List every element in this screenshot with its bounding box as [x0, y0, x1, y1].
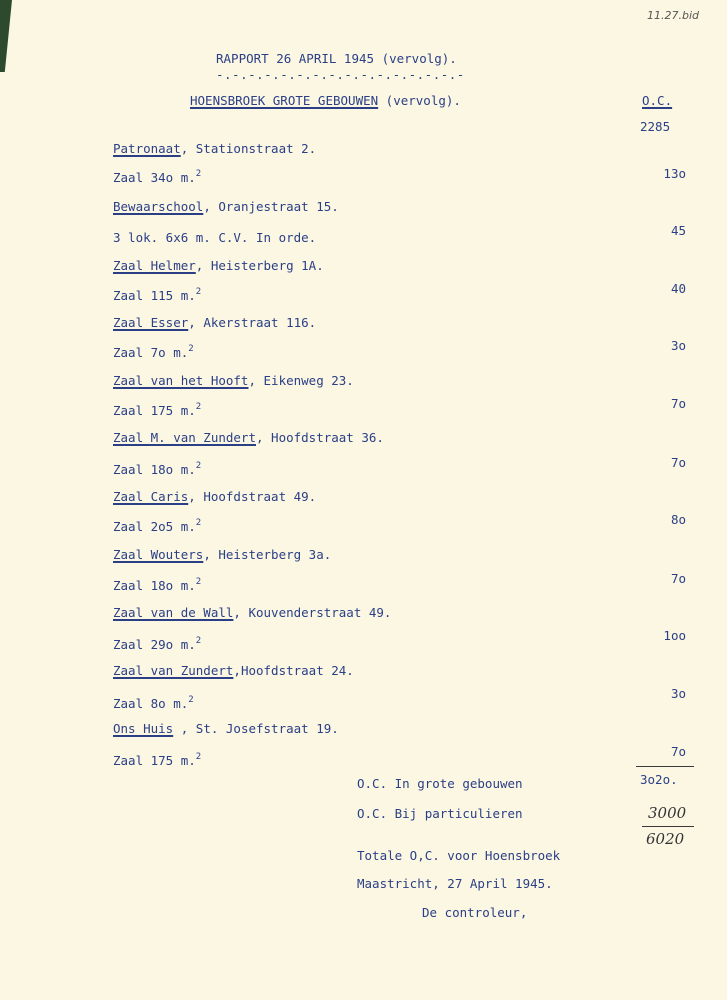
sum-rule-top	[636, 766, 694, 767]
entry-address: , Hoofdstraat 36.	[256, 430, 384, 445]
column-header-oc: O.C.	[642, 93, 673, 108]
entry-detail	[113, 344, 194, 360]
entry-value: 1oo	[663, 628, 686, 643]
entry-name-line	[113, 721, 339, 736]
entry-detail-text: Zaal 115 m.	[113, 288, 196, 303]
entry-detail	[113, 636, 201, 652]
entry-name: Ons Huis	[113, 721, 174, 736]
entry-name-line	[113, 605, 391, 620]
entry-detail-sup: 2	[195, 577, 202, 587]
total-label: Totale O,C. voor Hoensbroek	[357, 848, 561, 863]
summary-label-large-buildings: O.C. In grote gebouwen	[357, 776, 523, 791]
entry-detail-text: Zaal 175 m.	[113, 753, 196, 768]
subtitle-underlined: HOENSBROEK GROTE GEBOUWEN	[190, 93, 379, 108]
entry-name: Zaal Wouters	[113, 547, 204, 562]
entry-address: , Oranjestraat 15.	[203, 199, 339, 214]
entry-value: 13o	[663, 166, 686, 181]
section-subtitle	[190, 93, 461, 108]
entry-value: 7o	[670, 396, 686, 411]
entry-name-line	[113, 141, 316, 156]
entry-name: Zaal Helmer	[113, 258, 196, 273]
entry-detail-sup: 2	[195, 518, 202, 528]
entry-value: 8o	[670, 512, 686, 527]
entry-name-line	[113, 199, 339, 214]
sum-rule-bottom	[642, 826, 694, 827]
entry-detail-text: Zaal 34o m.	[113, 170, 196, 185]
entry-detail	[113, 229, 316, 245]
entry-address: , Stationstraat 2.	[180, 141, 317, 156]
entry-detail	[113, 695, 194, 711]
entry-address: , Heisterberg 1A.	[195, 258, 324, 273]
entry-name-line	[113, 373, 354, 388]
entry-detail	[113, 518, 201, 534]
entry-detail-text: Zaal 18o m.	[113, 578, 196, 593]
entry-name: Zaal M. van Zundert	[113, 430, 256, 445]
entry-detail-sup: 2	[195, 636, 202, 646]
entry-address: , Heisterberg 3a.	[203, 547, 332, 562]
reference-number: 11.27.bid	[646, 9, 699, 22]
title-dashes: -.-.-.-.-.-.-.-.-.-.-.-.-.-.-.-	[216, 67, 465, 82]
entry-detail-sup: 2	[188, 695, 194, 705]
entry-detail-text: Zaal 2o5 m.	[113, 519, 196, 534]
entry-detail-sup: 2	[195, 752, 202, 762]
entry-value: 7o	[670, 571, 686, 586]
entry-detail-sup: 2	[195, 287, 202, 297]
entry-name-line	[113, 315, 316, 330]
grand-total-handwritten: 6020	[646, 830, 685, 848]
entry-address: , Kouvenderstraat 49.	[233, 605, 392, 620]
entry-detail-text: Zaal 7o m.	[113, 345, 189, 360]
entry-name: Zaal Caris	[113, 489, 189, 504]
entry-name-line	[113, 430, 384, 445]
entry-detail	[113, 752, 201, 768]
entry-value: 7o	[670, 455, 686, 470]
entry-detail-text: Zaal 8o m.	[113, 696, 189, 711]
entry-address: ,Hoofdstraat 24.	[233, 663, 354, 678]
entry-detail-sup: 2	[195, 461, 202, 471]
report-title: RAPPORT 26 APRIL 1945 (vervolg).	[216, 51, 457, 66]
entry-detail-sup: 2	[195, 169, 202, 179]
entry-value: 3o	[670, 338, 686, 353]
entry-detail-sup: 2	[195, 402, 202, 412]
entry-name-line	[113, 489, 316, 504]
page-corner-mark	[0, 0, 12, 72]
entry-address: , Akerstraat 116.	[188, 315, 317, 330]
entry-detail	[113, 402, 201, 418]
entry-name: Bewaarschool	[113, 199, 204, 214]
entry-detail	[113, 287, 201, 303]
signature-line: De controleur,	[422, 905, 528, 920]
summary-value-large-buildings: 3o2o.	[640, 772, 678, 787]
entry-detail-text: Zaal 29o m.	[113, 637, 196, 652]
entry-detail-sup: 2	[188, 344, 194, 354]
entry-address: , Hoofdstraat 49.	[188, 489, 317, 504]
entry-name: Zaal Esser	[113, 315, 189, 330]
entry-name-line	[113, 258, 324, 273]
entry-name: Zaal van de Wall	[113, 605, 234, 620]
entry-detail	[113, 461, 201, 477]
entry-detail	[113, 577, 201, 593]
summary-label-private: O.C. Bij particulieren	[357, 806, 523, 821]
entry-value: 40	[670, 281, 686, 296]
entry-detail-text: 3 lok. 6x6 m. C.V. In orde.	[113, 230, 317, 245]
entry-address: , St. Josefstraat 19.	[173, 721, 339, 736]
entry-name: Patronaat	[113, 141, 181, 156]
entry-value: 3o	[670, 686, 686, 701]
entry-detail-text: Zaal 18o m.	[113, 462, 196, 477]
summary-value-private-handwritten: 3000	[648, 804, 687, 822]
entry-name: Zaal van Zundert	[113, 663, 234, 678]
entry-address: , Eikenweg 23.	[248, 373, 354, 388]
entry-name-line	[113, 547, 331, 562]
entry-name-line	[113, 663, 354, 678]
entry-detail	[113, 169, 201, 185]
place-date: Maastricht, 27 April 1945.	[357, 876, 553, 891]
entry-detail-text: Zaal 175 m.	[113, 403, 196, 418]
subtitle-rest: (vervolg).	[378, 93, 461, 108]
entry-value: 7o	[670, 744, 686, 759]
entry-name: Zaal van het Hooft	[113, 373, 249, 388]
carried-over-total: 2285	[640, 119, 671, 134]
entry-value: 45	[670, 223, 686, 238]
